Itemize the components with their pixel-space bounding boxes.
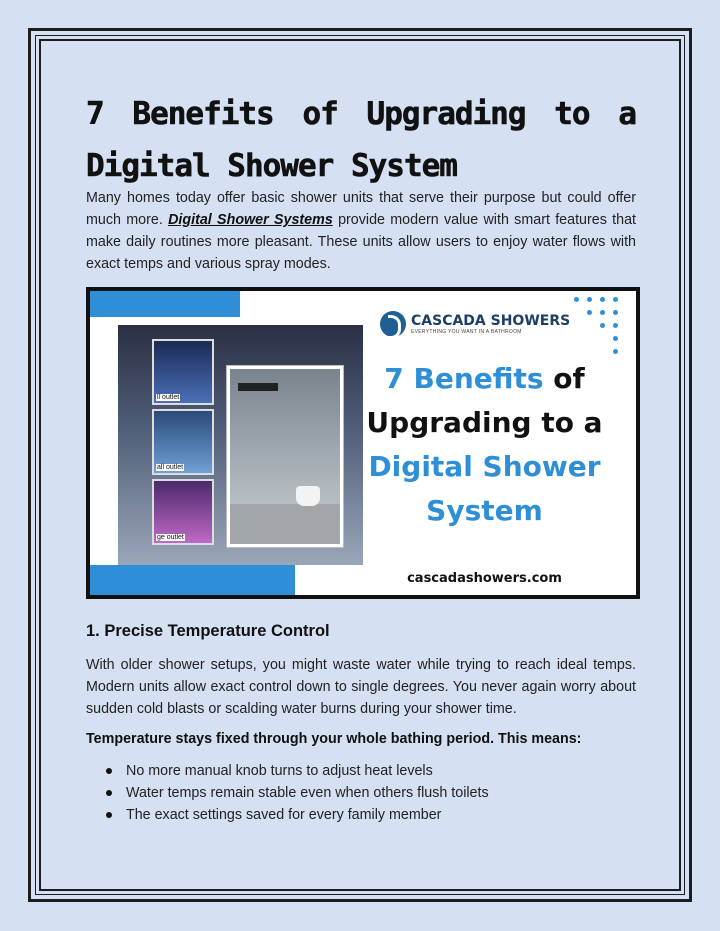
banner-url: cascadashowers.com xyxy=(407,571,562,586)
dot xyxy=(600,297,605,302)
banner-heading-line-4: System xyxy=(426,494,543,527)
dot xyxy=(613,323,618,328)
rain-shower-head-icon xyxy=(238,383,278,391)
list-item: Water temps remain stable even when others flush toilets xyxy=(104,782,489,804)
bathroom-photo xyxy=(227,366,343,547)
dot xyxy=(600,310,605,315)
section-1-body: With older shower setups, you might waste water while trying to reach ideal temps. Modern units allow exact control down to single degrees. You never again worry about sudden cold blasts or scalding water burns during your shower time. xyxy=(86,657,636,717)
dot xyxy=(587,297,592,302)
article-banner-image xyxy=(86,287,640,599)
logo-tagline: EVERYTHING YOU WANT IN A BATHROOM xyxy=(411,329,522,335)
document-title: 7 Benefits of Upgrading to a Digital Shower System xyxy=(86,96,636,184)
cascada-logo xyxy=(380,311,570,337)
thumb-label-2: all outlet xyxy=(157,464,184,471)
intro-paragraph xyxy=(86,187,636,275)
dot xyxy=(587,310,592,315)
banner-heading-of: of xyxy=(543,362,585,395)
dot xyxy=(600,323,605,328)
bathroom-floor xyxy=(230,504,340,544)
banner-heading-highlight: 7 Benefits xyxy=(384,362,544,395)
logo-text xyxy=(411,313,570,335)
thumb-rain-outlet xyxy=(152,339,214,405)
intro-text-start: Many homes today offer basic shower units that serve their purpose but could offer much more. xyxy=(86,190,636,228)
banner-heading-line-3: Digital Shower xyxy=(368,450,601,483)
banner-accent-top xyxy=(90,291,240,317)
dot xyxy=(613,336,618,341)
dot xyxy=(613,310,618,315)
dot xyxy=(574,297,579,302)
intro-text-end: provide modern value with smart features that make daily routines more pleasant. These units allow users to enjoy water flows with exact temps and various spray modes. xyxy=(86,212,636,272)
section-1-lead: Temperature stays fixed through your whole bathing period. This means: xyxy=(86,731,582,747)
dot xyxy=(613,297,618,302)
thumb-waterfall-outlet xyxy=(152,409,214,475)
thumb-label-1: ll outlet xyxy=(157,394,180,401)
thumb-mist-outlet xyxy=(152,479,214,545)
list-item: The exact settings saved for every family member xyxy=(104,804,489,826)
digital-shower-systems-link[interactable]: Digital Shower Systems xyxy=(168,212,333,228)
section-1-title: 1. Precise Temperature Control xyxy=(86,622,330,640)
logo-name: CASCADA SHOWERS xyxy=(411,313,571,329)
dot xyxy=(613,349,618,354)
cascada-logo-icon xyxy=(380,311,406,337)
banner-heading-line-1 xyxy=(352,357,617,401)
banner-heading xyxy=(352,357,617,533)
toilet-icon xyxy=(296,486,320,506)
thumb-label-3: ge outlet xyxy=(157,534,184,541)
list-item: No more manual knob turns to adjust heat levels xyxy=(104,760,489,782)
decorative-dots xyxy=(574,297,634,357)
section-1-bullet-list xyxy=(104,760,489,826)
banner-heading-line-2: Upgrading to a xyxy=(366,406,603,439)
banner-canvas xyxy=(90,291,636,595)
banner-accent-bottom xyxy=(90,565,295,595)
